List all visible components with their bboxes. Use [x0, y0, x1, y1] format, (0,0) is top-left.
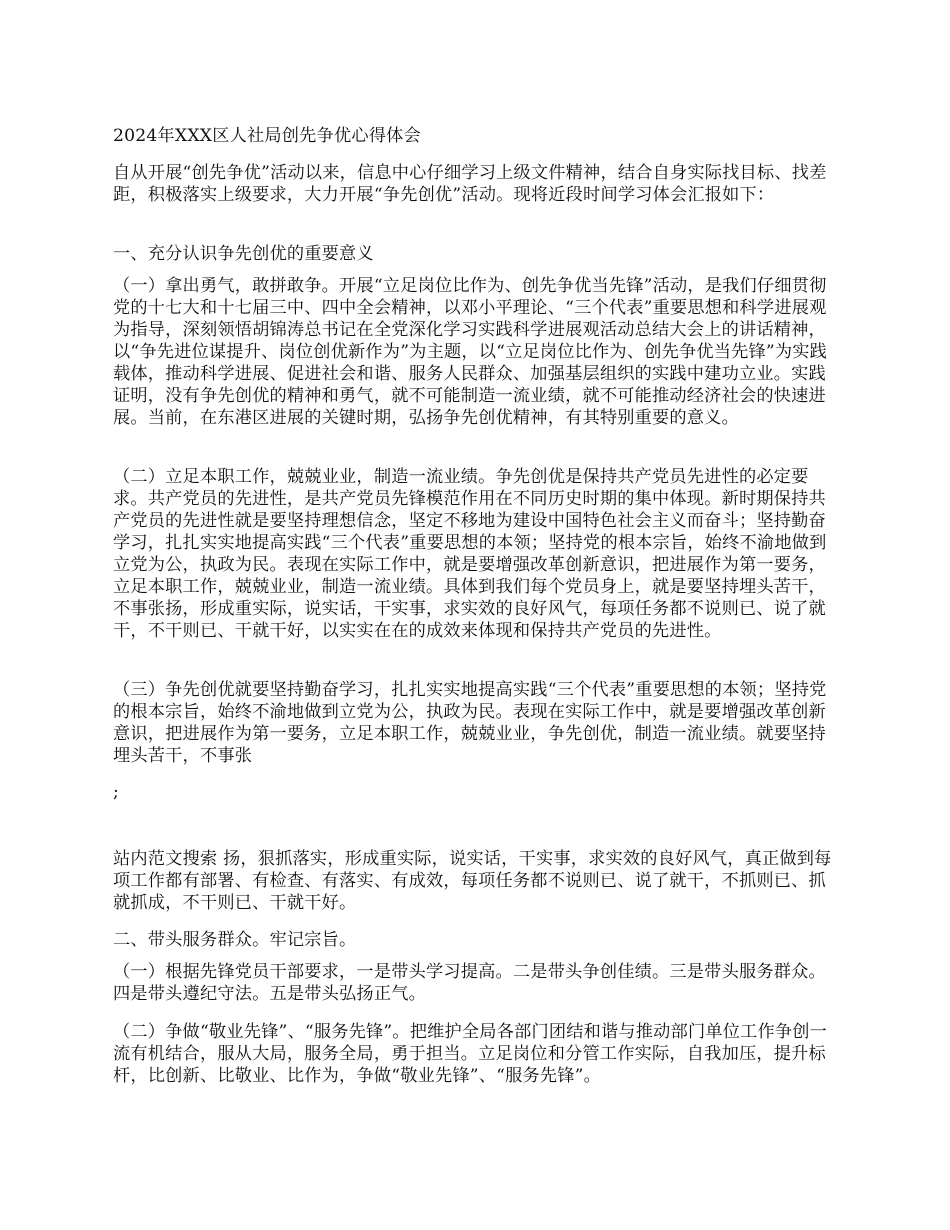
section-2-paragraph-2: （二）争做“敬业先锋”、“服务先锋”。把维护全局各部门团结和谐与推动部门单位工作争创一流有机结合，服从大局，服务全局，勇于担当。立足岗位和分管工作实际，自我加压，提升标杆，比创新、比敬业、比作为，争做“敬业先锋”、“服务先锋”。 — [113, 1022, 828, 1086]
section-1-paragraph-1: （一）拿出勇气，敢拼敢争。开展“立足岗位比作为、创先争优当先锋”活动，是我们仔细贯彻党的十七大和十七届三中、四中全会精神，以邓小平理论、“三个代表”重要思想和科学进展观为指导，深刻领悟胡锦涛总书记在全党深化学习实践科学进展观活动总结大会上的讲话精神，以“争先进位谋提升、岗位创优新作为”为主题，以“立足岗位比作为、创先争优当先锋”为实践载体，推动科学进展、促进社会和谐、服务人民群众、加强基层组织的实践中建功立业。实践证明，没有争先创优的精神和勇气，就不可能制造一流业绩，就不可能推动经济社会的快速进展。当前，在东港区进展的关键时期，弘扬争先创优精神，有其特别重要的意义。 — [113, 276, 828, 428]
stray-semicolon: ; — [113, 782, 119, 802]
section-1-heading: 一、充分认识争先创优的重要意义 — [113, 244, 374, 264]
section-1-paragraph-2: （二）立足本职工作，兢兢业业，制造一流业绩。争先创优是保持共产党员先进性的必定要求。共产党员的先进性，是共产党员先锋模范作用在不同历史时期的集中体现。新时期保持共产党员的先进性就是要坚持理想信念，坚定不移地为建设中国特色社会主义而奋斗；坚持勤奋学习，扎扎实实地提高实践“三个代表”重要思想的本领；坚持党的根本宗旨，始终不渝地做到立党为公，执政为民。表现在实际工作中，就是要增强改革创新意识，把进展作为第一要务，立足本职工作，兢兢业业，制造一流业绩。具体到我们每个党员身上，就是要坚持埋头苦干，不事张扬，形成重实际，说实话，干实事，求实效的良好风气，每项任务都不说则已、说了就干，不干则已、干就干好，以实实在在的成效来体现和保持共产党员的先进性。 — [113, 467, 827, 641]
document-title: 2024年XXX区人社局创先争优心得体会 — [113, 126, 421, 146]
section-2-heading: 二、带头服务群众。牢记宗旨。 — [113, 930, 357, 950]
continuation-paragraph: 站内范文搜索 扬，狠抓落实，形成重实际，说实话，干实事，求实效的良好风气，真正做到每项工作都有部署、有检查、有落实、有成效，每项任务都不说则已、说了就干，不抓则已、抓就抓成，不干则已、干就干好。 — [113, 849, 832, 913]
section-2-paragraph-1: （一）根据先锋党员干部要求，一是带头学习提高。二是带头争创佳绩。三是带头服务群众。四是带头遵纪守法。五是带头弘扬正气。 — [113, 962, 826, 1004]
intro-paragraph: 自从开展“创先争优”活动以来，信息中心仔细学习上级文件精神，结合自身实际找目标、找差距，积极落实上级要求，大力开展“争先创优”活动。现将近段时间学习体会汇报如下： — [113, 163, 827, 205]
section-1-paragraph-3: （三）争先创优就要坚持勤奋学习，扎扎实实地提高实践“三个代表”重要思想的本领；坚持党的根本宗旨，始终不渝地做到立党为公，执政为民。表现在实际工作中，就是要增强改革创新意识，把进展作为第一要务，立足本职工作，兢兢业业，争先创优，制造一流业绩。就要坚持埋头苦干，不事张 — [113, 680, 827, 766]
